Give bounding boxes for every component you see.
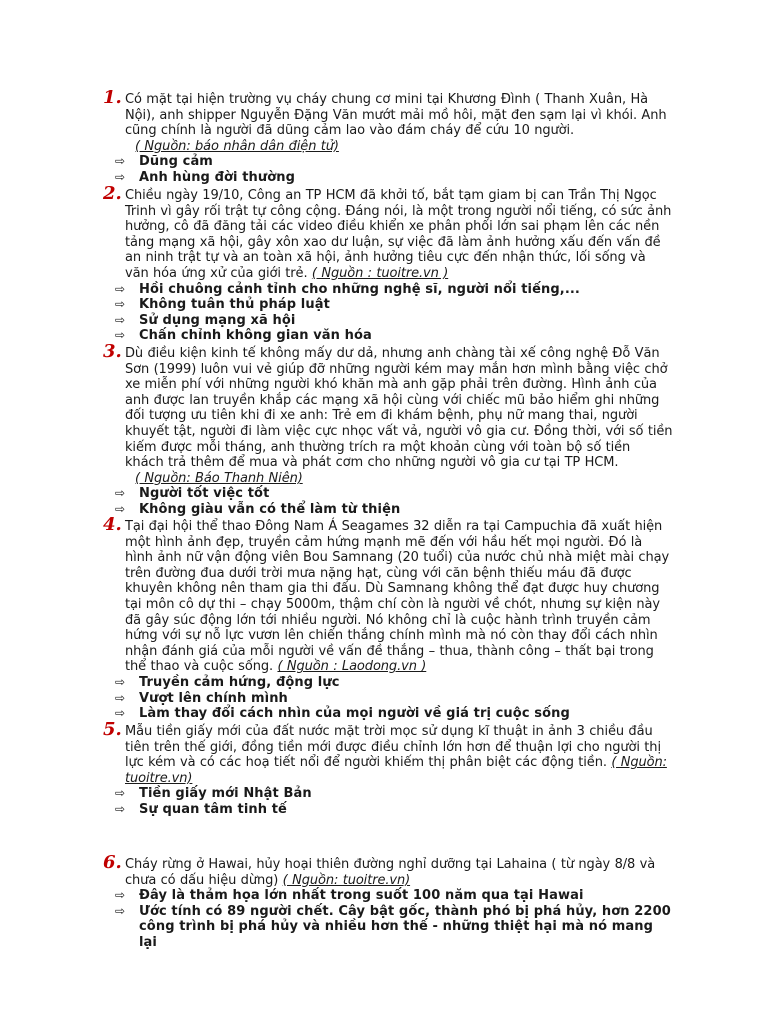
item-body — [125, 857, 673, 888]
item-text: Có mặt tại hiện trường vụ cháy chung cơ mini tại Khương Đình ( Thanh Xuân, Hà Nội), anh shipper Nguyễn Đặng Văn mướt mải mồ hôi, mặt đen sạm lại vì khói. Anh cũng chính là người đã dũng cảm lao vào đám cháy để cứu 10 người. — [125, 92, 667, 139]
arrow-right-icon: ⇨ — [115, 297, 126, 312]
item-text: Cháy rừng ở Hawai, hủy hoại thiên đường nghỉ dưỡng tại Lahaina ( từ ngày 8/8 và chưa có dấu hiệu dừng) — [125, 857, 656, 888]
bullet-item: ⇨ Không tuân thủ pháp luật — [115, 297, 330, 313]
item-body — [125, 519, 673, 675]
bullet-list — [103, 154, 673, 185]
item-number: 6. — [103, 852, 122, 873]
item-number: 2. — [103, 183, 122, 204]
list-item-5 — [103, 719, 673, 818]
item-source: ( Nguồn : tuoitre.vn ) — [311, 265, 449, 281]
arrow-right-icon: ⇨ — [115, 690, 126, 705]
item-body — [125, 724, 673, 786]
arrow-right-icon: ⇨ — [115, 888, 126, 903]
arrow-right-icon: ⇨ — [115, 281, 126, 296]
list-item-4 — [103, 514, 673, 722]
bullet-item: ⇨ Hồi chuông cảnh tỉnh cho những nghệ sĩ, người nổi tiếng,... — [115, 281, 580, 297]
arrow-right-icon: ⇨ — [115, 169, 126, 184]
arrow-right-icon: ⇨ — [115, 674, 126, 689]
item-number: 1. — [103, 87, 122, 108]
arrow-right-icon: ⇨ — [115, 706, 126, 721]
bullet-list — [103, 675, 673, 722]
item-body — [125, 188, 673, 282]
arrow-right-icon: ⇨ — [115, 801, 126, 816]
arrow-right-icon: ⇨ — [115, 786, 126, 801]
item-source: ( Nguồn: tuoitre.vn) — [282, 872, 411, 888]
item-body — [125, 346, 673, 486]
bullet-list — [103, 786, 673, 817]
bullet-item: ⇨ Làm thay đổi cách nhìn của mọi người về giá trị cuộc sống — [115, 706, 570, 722]
bullet-item: ⇨ Dũng cảm — [115, 154, 213, 170]
bullet-item: ⇨ Đây là thảm họa lớn nhất trong suốt 100 năm qua tại Hawai — [115, 888, 584, 904]
item-body — [125, 92, 673, 154]
bullet-item: ⇨ Vượt lên chính mình — [115, 690, 288, 706]
item-source: ( Nguồn: tuoitre.vn) — [125, 755, 667, 786]
arrow-right-icon: ⇨ — [115, 312, 126, 327]
item-number: 4. — [103, 514, 122, 535]
list-item-2 — [103, 183, 673, 344]
item-source: ( Nguồn: báo nhân dân điện tử) — [135, 138, 339, 154]
bullet-item: ⇨ Anh hùng đời thường — [115, 169, 296, 185]
bullet-list — [103, 486, 673, 517]
list-item-6 — [103, 852, 673, 951]
item-text: Tại đại hội thể thao Đông Nam Á Seagames 32 diễn ra tại Campuchia đã xuất hiện một hình ảnh đẹp, truyền cảm hứng mạnh mẽ đến với hầu hết mọi người. Đó là hình ảnh nữ vận động viên Bou Samnang (20 tuổi) của nước chủ nhà miệt mài chạy trên đường đua dưới trời mưa nặng hạt, cùng với căn bệnh thiếu máu đã được khuyên không nên tham gia thi đấu. Dù Samnang không thể đạt được huy chương tại môn cô dự thi – chạy 5000m, thậm chí còn là người về chót, nhưng sự kiện này đã gây súc động lớn tới nhiều người. Nó không chỉ là cuộc hành trình truyền cảm hứng với sự nỗ lực vươn lên chiến thắng chính mình mà nó còn thay đổi cách nhìn nhận đánh giá của mỗi người về vấn đề thắng – thua, thành công – thất bại trong thể thao và cuộc sống. — [125, 519, 670, 675]
item-number: 3. — [103, 341, 122, 362]
arrow-right-icon: ⇨ — [115, 903, 126, 918]
bullet-item: ⇨ Sự quan tâm tinh tế — [115, 801, 287, 817]
bullet-item: ⇨ Truyền cảm hứng, động lực — [115, 674, 340, 690]
bullet-item: ⇨ Chấn chỉnh không gian văn hóa — [115, 328, 372, 344]
arrow-right-icon: ⇨ — [115, 501, 126, 516]
arrow-right-icon: ⇨ — [115, 486, 126, 501]
item-number: 5. — [103, 719, 122, 740]
bullet-item: ⇨ Ước tính có 89 người chết. Cây bật gốc, thành phó bị phá hủy, hơn 2200 công trình bị phá hủy và nhiều hơn thế - những thiệt hại mà nó mang lại — [115, 903, 671, 950]
list-item-3 — [103, 341, 673, 518]
item-source: ( Nguồn : Laodong.vn ) — [277, 659, 427, 675]
item-source: ( Nguồn: Báo Thanh Niên) — [135, 470, 303, 486]
bullet-list — [103, 282, 673, 344]
arrow-right-icon: ⇨ — [115, 154, 126, 169]
arrow-right-icon: ⇨ — [115, 328, 126, 343]
list-item-1 — [103, 87, 673, 186]
item-text: Mẫu tiền giấy mới của đất nước mặt trời mọc sử dụng kĩ thuật in ảnh 3 chiều đầu tiên trên thế giới, đồng tiền mới được điều chỉnh lớn hơn để thuận lợi cho người thị lực kém và có các hoạ tiết nổi để người khiếm thị phân biệt các động tiền. — [125, 724, 661, 771]
bullet-item: ⇨ Sử dụng mạng xã hội — [115, 312, 296, 328]
bullet-list — [103, 888, 673, 950]
item-text: Chiều ngày 19/10, Công an TP HCM đã khởi tố, bắt tạm giam bị can Trần Thị Ngọc Trinh vì gây rối trật tự công cộng. Đáng nói, là một trong người nổi tiếng, có sức ảnh hưởng, cô đã đăng tải các video điều khiển xe phân phối lớn sai phạm lên các nền tảng mạng xã hội, gây xôn xao dư luận, sự việc đã làm ảnh hưởng xấu đến vấn đề an ninh trật tự và an toàn xã hội, ảnh hưởng tiêu cực đến nhận thức, lối sống và văn hóa ứng xử của giới trẻ. — [125, 188, 672, 281]
bullet-item: ⇨ Người tốt việc tốt — [115, 486, 270, 502]
bullet-item: ⇨ Tiền giấy mới Nhật Bản — [115, 786, 312, 802]
bullet-item: ⇨ Không giàu vẫn có thể làm từ thiện — [115, 501, 401, 517]
item-text: Dù điều kiện kinh tế không mấy dư dả, nhưng anh chàng tài xế công nghệ Đỗ Văn Sơn (1999) luôn vui vẻ giúp đỡ những người kém may mắn hơn mình bằng việc chở xe miễn phí với những người khó khăn mà anh gặp phải trên đường. Hình ảnh của anh được lan truyền khắp các mạng xã hội cùng với chiếc mũ bảo hiểm ghi những đối tượng ưu tiên khi đi xe anh: Trẻ em đi khám bệnh, phụ nữ mang thai, người khuyết tật, người đi làm việc cực nhọc vất vả, người vô gia cư. Đồng thời, với số tiền kiếm được mỗi tháng, anh thường trích ra một khoản cùng với toàn bộ số tiền khách trả thêm để mua và phát cơm cho những người vô gia cư tại TP HCM. — [125, 346, 673, 471]
